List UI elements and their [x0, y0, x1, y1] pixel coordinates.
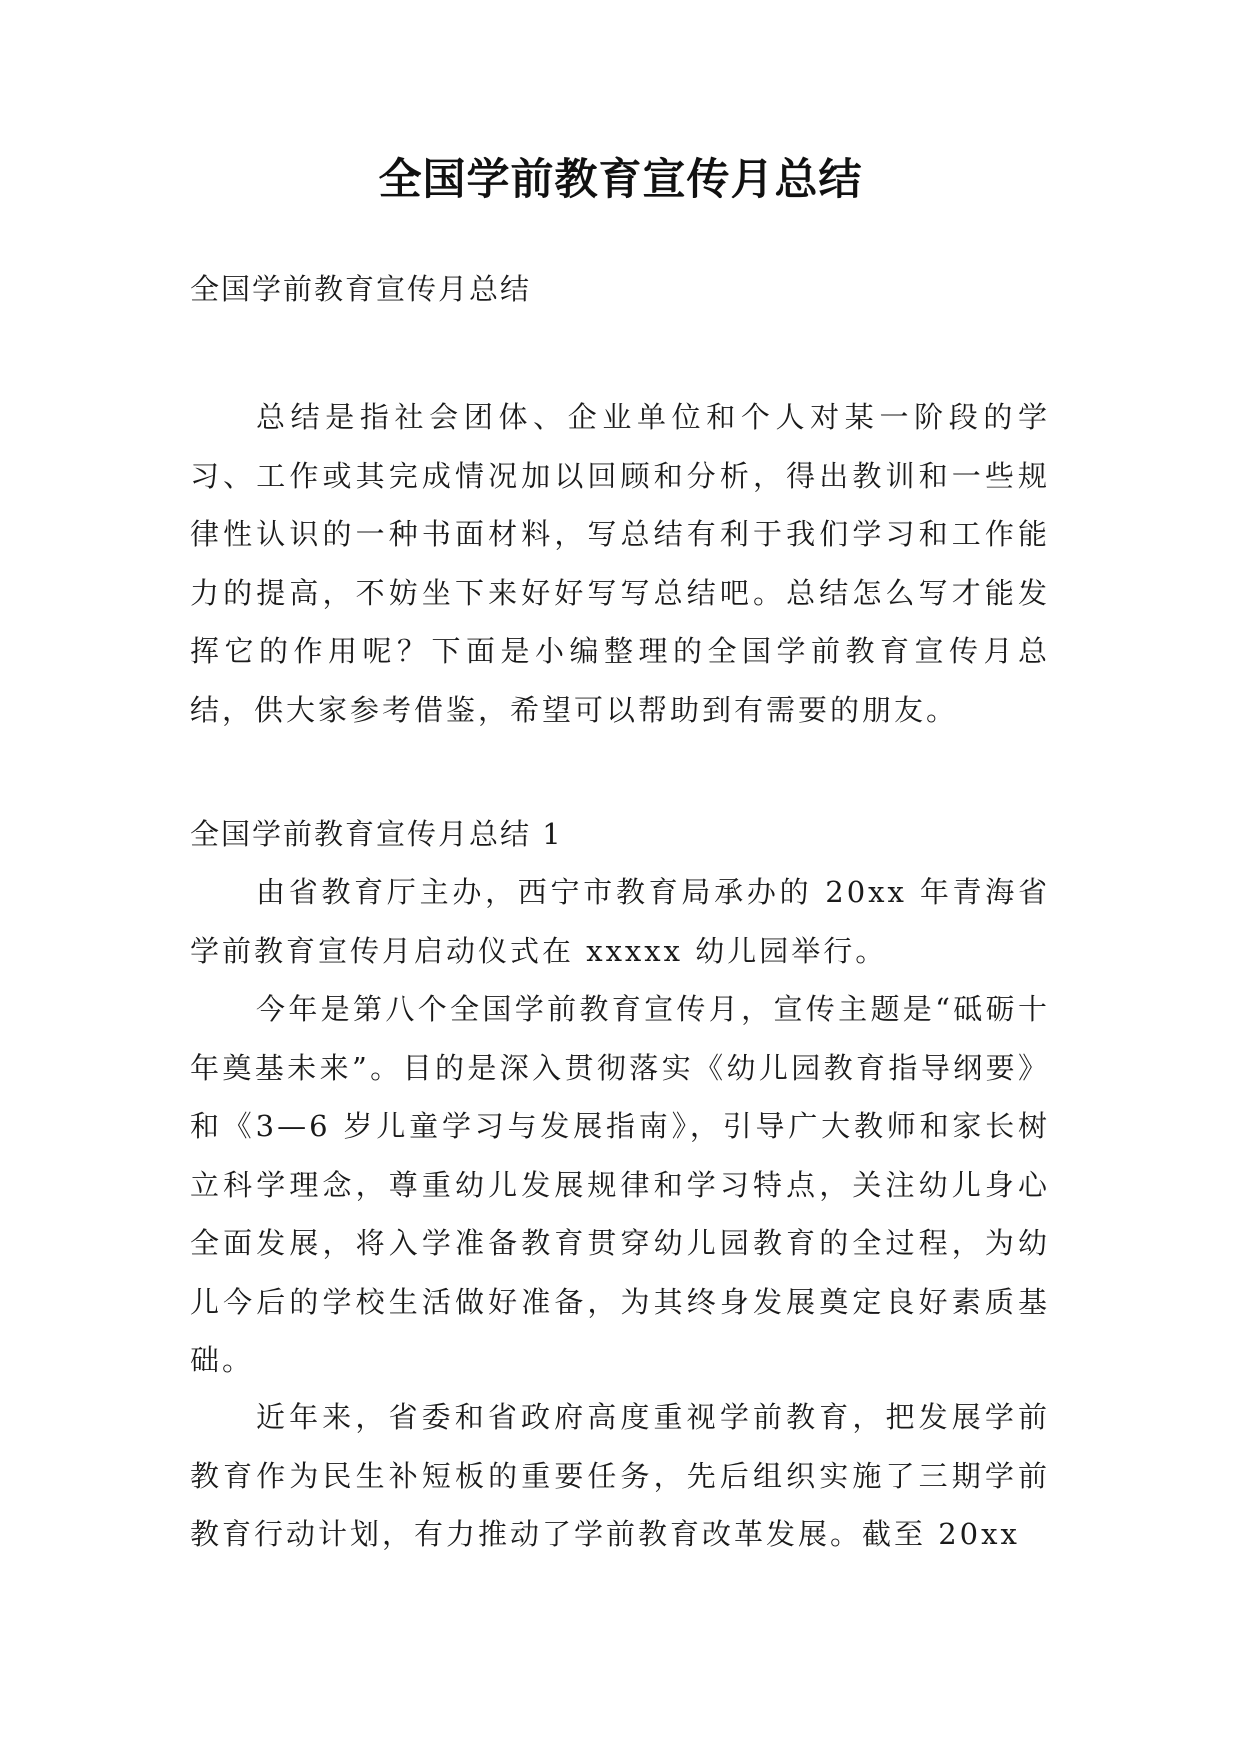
intro-paragraph: 总结是指社会团体、企业单位和个人对某一阶段的学习、工作或其完成情况加以回顾和分析，得出教训和一些规律性认识的一种书面材料，写总结有利于我们学习和工作能力的提高，不妨坐下来好好写写总结吧。总结怎么写才能发挥它的作用呢？下面是小编整理的全国学前教育宣传月总结，供大家参考借鉴，希望可以帮助到有需要的朋友。	[190, 400, 1050, 727]
body-paragraph: 近年来，省委和省政府高度重视学前教育，把发展学前教育作为民生补短板的重要任务，先后组织实施了三期学前教育行动计划，有力推动了学前教育改革发展。截至 20xx	[190, 1400, 1050, 1551]
document-subtitle: 全国学前教育宣传月总结	[190, 272, 532, 306]
document-title: 全国学前教育宣传月总结	[378, 155, 863, 205]
body-paragraph: 由省教育厅主办，西宁市教育局承办的 20xx 年青海省学前教育宣传月启动仪式在 xxxxx 幼儿园举行。	[190, 875, 1050, 968]
section-heading: 全国学前教育宣传月总结 1	[190, 817, 563, 851]
body-paragraph: 今年是第八个全国学前教育宣传月，宣传主题是“砥砺十年奠基未来”。目的是深入贯彻落实《幼儿园教育指导纲要》和《3—6 岁儿童学习与发展指南》，引导广大教师和家长树立科学理念，尊重幼儿发展规律和学习特点，关注幼儿身心全面发展，将入学准备教育贯穿幼儿园教育的全过程，为幼儿今后的学校生活做好准备，为其终身发展奠定良好素质基础。	[190, 992, 1050, 1377]
